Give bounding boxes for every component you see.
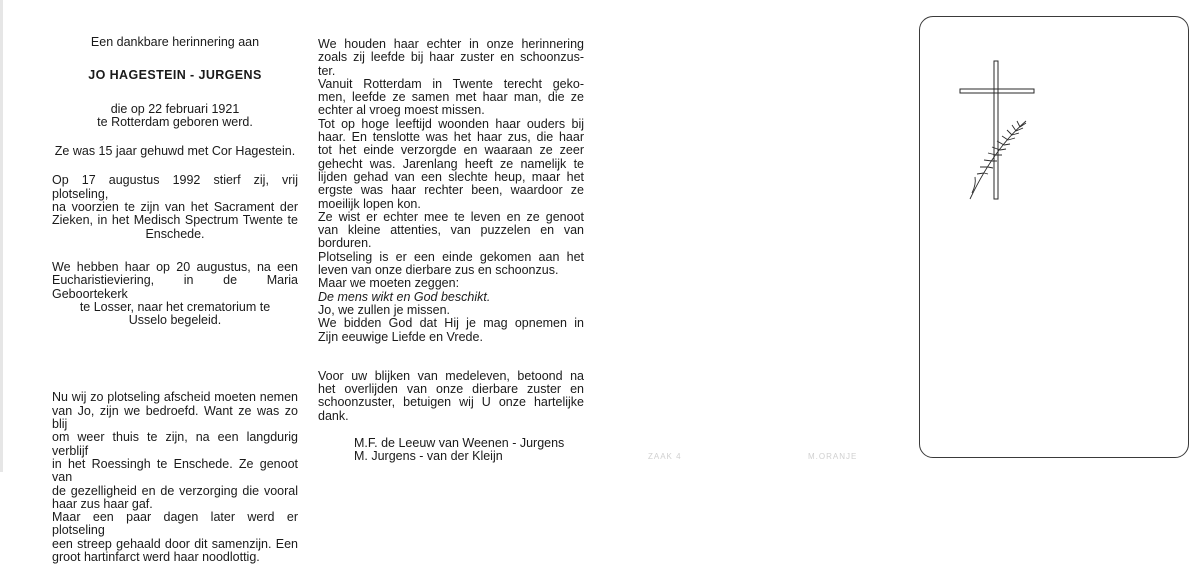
paragraph-line: dank. [318, 408, 349, 423]
paragraph-line: in het Roessingh te Enschede. Ze genoot van [52, 456, 298, 485]
memory-paragraph [318, 38, 584, 291]
left-column [52, 36, 298, 564]
funeral-paragraph [52, 261, 298, 327]
death-paragraph [52, 174, 298, 240]
paragraph-line: lijden gehad van een slechte heup, maar het [318, 169, 584, 184]
cross-with-palm-icon [950, 47, 1040, 207]
paragraph-line: echter al vroeg moest missen. [318, 103, 485, 118]
paragraph-line: Nu wij zo plotseling afscheid moeten nemen [52, 390, 298, 405]
scan-edge [0, 0, 3, 472]
paragraph-line: Jo, we zullen je missen. [318, 302, 451, 317]
right-column [318, 38, 584, 464]
paragraph-line: Tot op hoge leeftijd woonden haar ouders bij [318, 116, 584, 131]
marriage-text: Ze was 15 jaar gehuwd met Cor Hagestein. [54, 144, 296, 159]
paragraph-line: We hebben haar op 20 augustus, na een [52, 259, 298, 274]
emblem-card [919, 16, 1189, 458]
paragraph-line: haar. En tenslotte was het haar zus, die haar [318, 130, 584, 145]
intro-text: Een dankbare herinnering aan [90, 35, 260, 49]
paragraph-line: gehecht was. Jarenlang heeft ze namelijk te [318, 156, 584, 171]
paragraph-line: Op 17 augustus 1992 stierf zij, vrij plotseling, [52, 173, 298, 201]
paragraph-line: haar zus haar gaf. [52, 496, 153, 511]
paragraph-line: borduren. [318, 236, 372, 251]
closing-paragraph [318, 304, 584, 344]
paragraph-line: ergste was haar rechter been, waardoor ze [318, 183, 584, 198]
paragraph-line: de gezelligheid en de verzorging die vooral [52, 483, 298, 498]
paragraph-line: moeilijk lopen kon. [318, 196, 421, 211]
paragraph-line: van kleine attenties, van puzzelen en van [318, 223, 584, 238]
paragraph-line: Zieken, in het Medisch Spectrum Twente te [52, 213, 298, 228]
paragraph-line: Enschede. [145, 226, 205, 241]
paragraph-line: Vanuit Rotterdam in Twente terecht geko- [318, 76, 584, 91]
deceased-name: JO HAGESTEIN - JURGENS [88, 68, 262, 83]
paragraph-line: Usselo begeleid. [128, 313, 222, 328]
thanks-paragraph [318, 370, 584, 423]
paragraph-line: We bidden God dat Hij je mag opnemen in [318, 316, 584, 331]
paragraph-line: ter. [318, 63, 336, 78]
paragraph-line: We houden haar echter in onze herinnering [318, 37, 584, 51]
paragraph-line: Plotseling is er een einde gekomen aan het [318, 249, 584, 264]
paragraph-line: van Jo, zijn we bedroefd. Want ze was zo blij [52, 403, 298, 432]
paragraph-line: zoals zij leefde bij haar zuster en schoonzus- [318, 50, 584, 65]
paragraph-line: om weer thuis te zijn, na een langdurig verblijf [52, 430, 298, 458]
paragraph-line: Maar we moeten zeggen: [318, 276, 460, 291]
paragraph-line: groot hartinfarct werd haar noodlottig. [52, 550, 260, 564]
paragraph-line: te Losser, naar het crematorium te [79, 299, 271, 314]
paragraph-line: Ze wist er echter mee te leven en ze genoot [318, 209, 584, 224]
print-mark: ZAAK 4 [648, 452, 682, 461]
signature-line: M. Jurgens - van der Kleijn [354, 449, 503, 464]
signature-line: M.F. de Leeuw van Weenen - Jurgens [354, 436, 565, 451]
paragraph-line: na voorzien te zijn van het Sacrament der [52, 200, 298, 215]
paragraph-line: een streep gehaald door dit samenzijn. Een [52, 536, 298, 551]
birth-line-2: te Rotterdam geboren werd. [97, 114, 253, 129]
signatures [318, 437, 584, 464]
paragraph-line: het overlijden van onze dierbare zuster en [318, 382, 584, 397]
paragraph-line: Voor uw blijken van medeleven, betoond na [318, 368, 584, 383]
paragraph-line: leven van onze dierbare zus en schoonzus. [318, 263, 559, 278]
paragraph-line: schoonzuster, betuigen wij U onze hartelijke [318, 395, 584, 410]
paragraph-line: Eucharistieviering, in de Maria Geboortekerk [52, 273, 298, 301]
print-mark: M.ORANJE [808, 452, 858, 461]
paragraph-line: men, leefde ze samen met haar man, die ze [318, 90, 584, 105]
paragraph-line: Zijn eeuwige Liefde en Vrede. [318, 329, 483, 344]
farewell-paragraph [52, 391, 298, 564]
paragraph-line: Maar een paar dagen later werd er plotseling [52, 510, 298, 538]
birth-line-1: die op 22 februari 1921 [110, 101, 240, 116]
quote-text: De mens wikt en God beschikt. [318, 289, 491, 304]
paragraph-line: tot het einde verzorgde en waaraan ze zeer [318, 143, 584, 158]
